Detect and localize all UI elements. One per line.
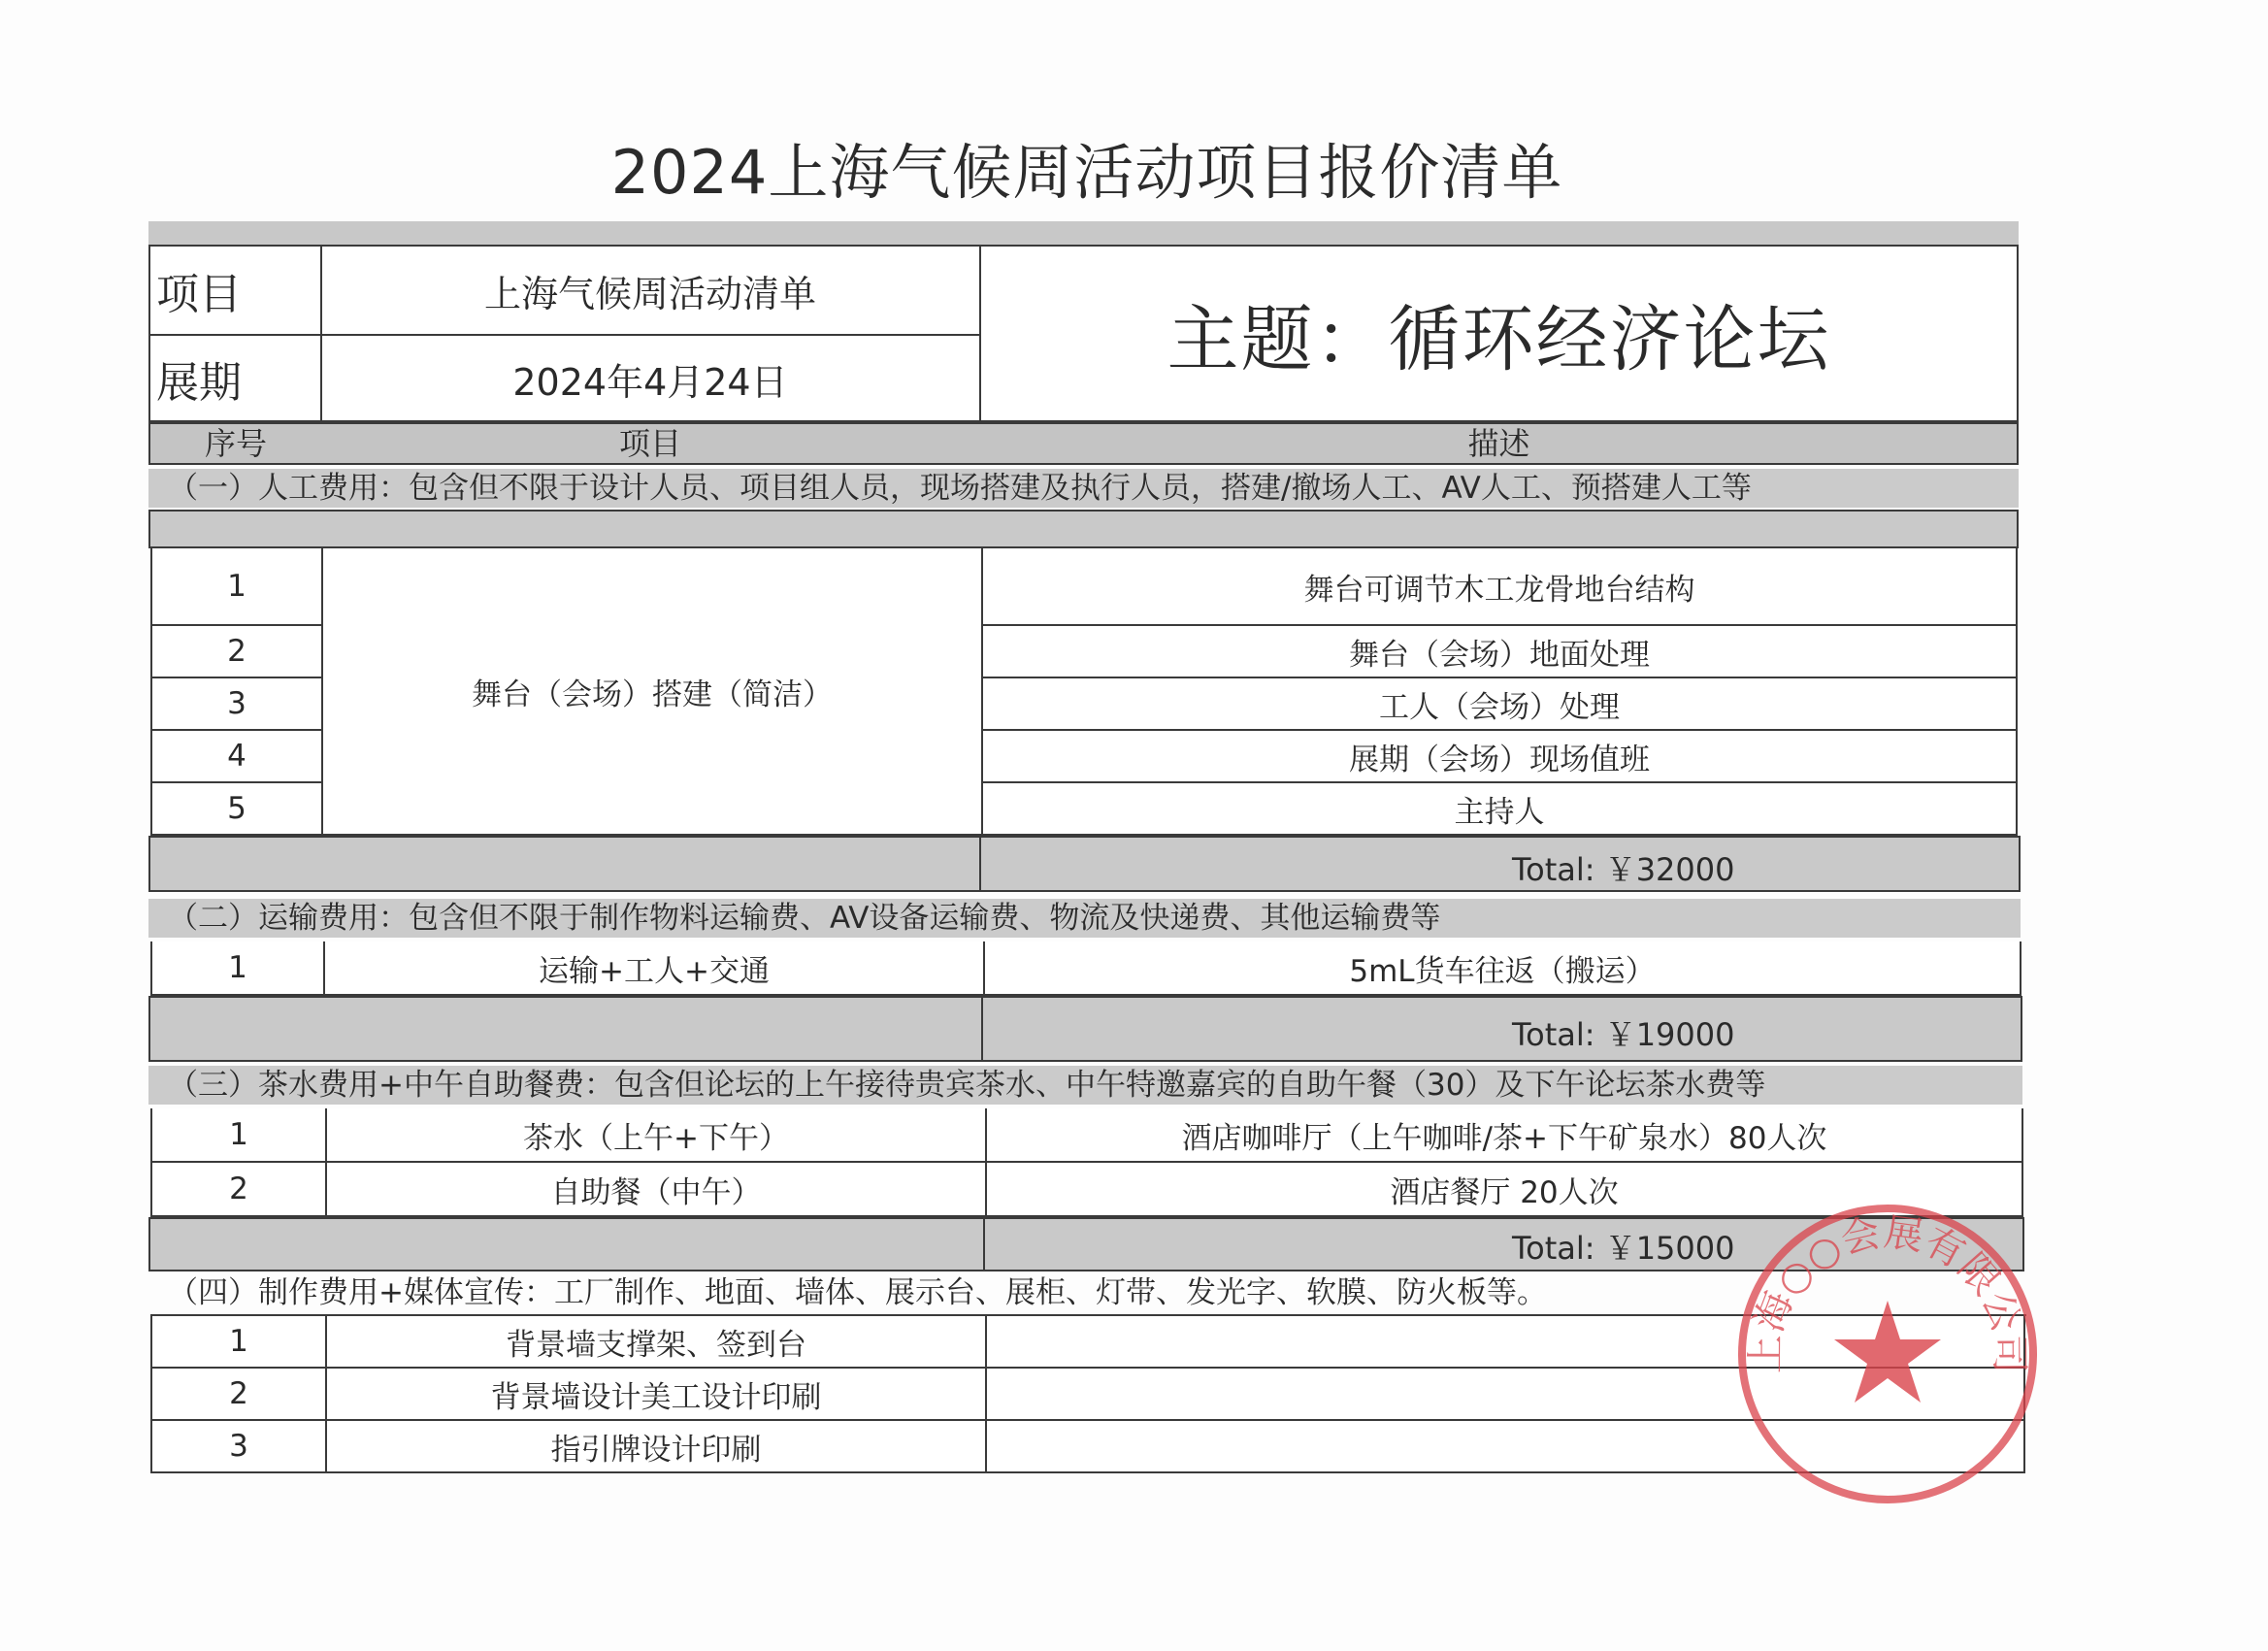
row-item: 运输+工人+交通	[323, 941, 983, 996]
row-number: 1	[150, 1108, 325, 1163]
row-number: 1	[150, 941, 323, 996]
total-row	[148, 996, 2022, 1062]
section-heading: （一）人工费用：包含但不限于设计人员、项目组人员，现场搭建及执行人员，搭建/撤场人工、AV人工、预搭建人工等	[148, 469, 2019, 508]
row-number: 1	[150, 548, 321, 626]
total-row	[148, 836, 2021, 892]
row-item: 背景墙支撑架、签到台	[325, 1316, 985, 1369]
header-box	[148, 245, 2019, 422]
project-label: 项目	[156, 270, 242, 319]
column-header-no: 序号	[204, 425, 267, 462]
theme-title: 主题：循环经济论坛	[1167, 298, 1831, 381]
total-divider	[981, 998, 983, 1062]
section-1-body	[150, 548, 2021, 859]
section-heading: （二）运输费用：包含但不限于制作物料运输费、AV设备运输费、物流及快递费、其他运输费等	[148, 899, 2021, 938]
project-value: 上海气候周活动清单	[483, 272, 816, 315]
page-title: 2024上海气候周活动项目报价清单	[610, 137, 1563, 208]
section-3-body	[150, 1108, 2021, 1217]
top-shade-bar	[148, 221, 2019, 245]
row-number: 1	[150, 1316, 325, 1369]
row-item: 背景墙设计美工设计印刷	[325, 1369, 985, 1421]
date-label: 展期	[156, 358, 242, 408]
section-total: Total: ￥15000	[1512, 1230, 1735, 1267]
section-total: Total: ￥19000	[1512, 1016, 1735, 1053]
total-divider	[979, 838, 981, 892]
section-2-row	[150, 941, 2021, 996]
header-divider	[150, 334, 981, 336]
row-description: 5mL货车往返（搬运）	[983, 941, 2021, 996]
row-description: 舞台（会场）地面处理	[981, 626, 2018, 678]
date-value: 2024年4月24日	[512, 360, 788, 404]
seal-star-icon	[1834, 1301, 1941, 1403]
section-total: Total: ￥32000	[1512, 851, 1735, 888]
row-number: 2	[150, 626, 321, 678]
column-header-item: 项目	[618, 425, 681, 462]
total-divider	[983, 1219, 985, 1271]
row-item: 茶水（上午+下午）	[325, 1108, 985, 1163]
row-number: 4	[150, 731, 321, 783]
row-number: 2	[150, 1369, 325, 1421]
row-number: 3	[150, 1421, 325, 1473]
row-description: 舞台可调节木工龙骨地台结构	[981, 548, 2018, 626]
row-number: 5	[150, 783, 321, 836]
row-description: 酒店咖啡厅（上午咖啡/茶+下午矿泉水）80人次	[985, 1108, 2023, 1163]
merged-item-cell: 舞台（会场）搭建（简洁）	[321, 548, 981, 836]
spacer-row	[148, 510, 2019, 548]
section-heading: （三）茶水费用+中午自助餐费：包含但论坛的上午接待贵宾茶水、中午特邀嘉宾的自助午餐（30）及下午论坛茶水费等	[148, 1066, 2022, 1105]
section-heading: （四）制作费用+媒体宣传：工厂制作、地面、墙体、展示台、展柜、灯带、发光字、软膜、防火板等。	[148, 1273, 2024, 1312]
row-item: 自助餐（中午）	[325, 1163, 985, 1217]
column-header-desc: 描述	[1467, 425, 1530, 462]
seal-text: 上海○○会展有限公司	[1743, 1209, 2032, 1374]
row-number: 2	[150, 1163, 325, 1217]
column-header-row	[148, 422, 2019, 465]
row-description: 展期（会场）现场值班	[981, 731, 2018, 783]
row-item: 指引牌设计印刷	[325, 1421, 985, 1473]
row-description: 主持人	[981, 783, 2018, 836]
row-number: 3	[150, 678, 321, 731]
row-description: 酒店餐厅 20人次	[985, 1163, 2023, 1217]
company-seal	[1737, 1204, 2038, 1504]
row-description: 工人（会场）处理	[981, 678, 2018, 731]
